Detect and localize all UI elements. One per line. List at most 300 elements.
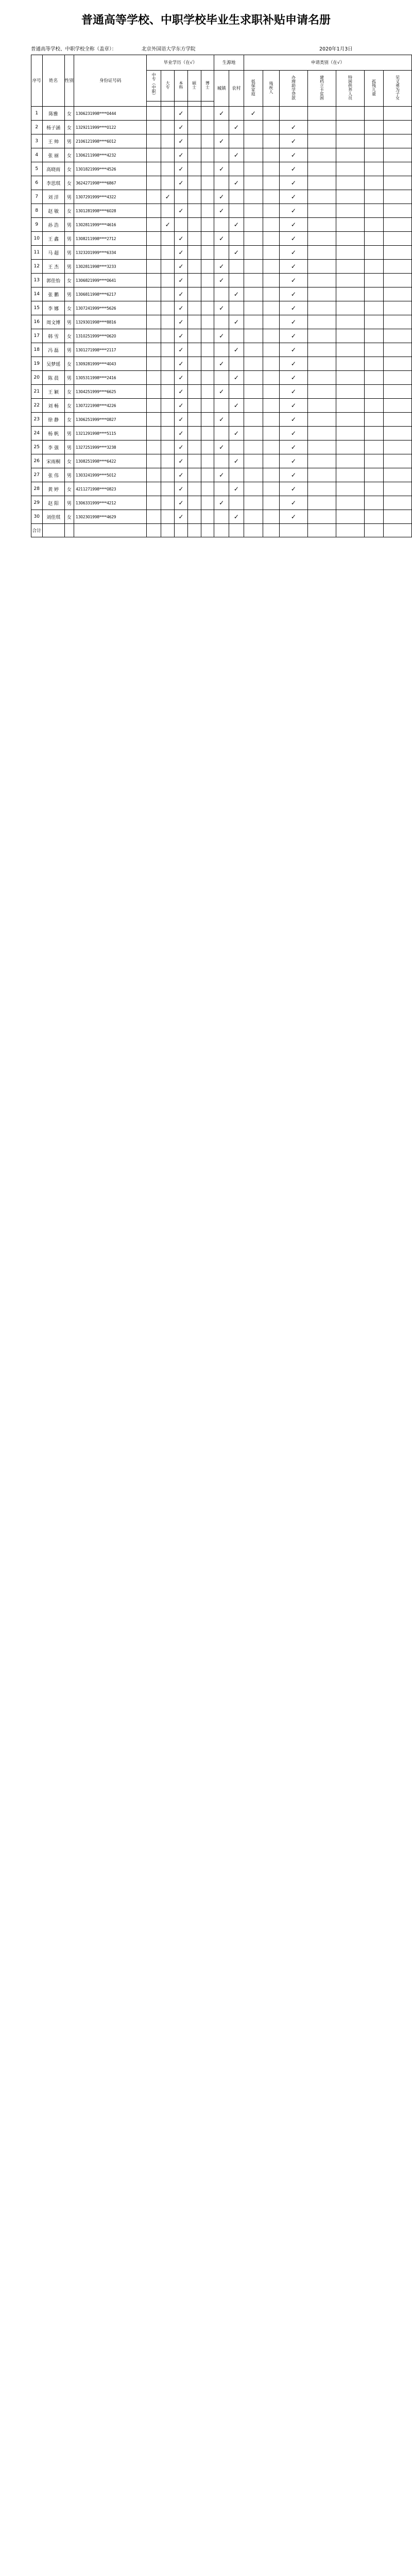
row-checkmark-cell <box>364 468 383 482</box>
row-checkmark-cell <box>161 510 175 524</box>
row-seq: 7 <box>31 190 43 204</box>
row-checkmark-cell <box>147 440 161 454</box>
row-checkmark-cell <box>244 218 263 232</box>
row-checkmark-cell <box>187 510 201 524</box>
row-checkmark-cell <box>187 496 201 510</box>
row-checkmark-cell: ✓ <box>229 246 244 260</box>
row-checkmark-cell <box>187 413 201 427</box>
row-seq: 10 <box>31 232 43 246</box>
row-checkmark-cell <box>336 107 364 121</box>
row-checkmark-cell <box>187 468 201 482</box>
row-checkmark-cell <box>229 134 244 148</box>
row-checkmark-cell <box>244 468 263 482</box>
row-checkmark-cell: ✓ <box>229 287 244 301</box>
header-cat-3: 建档立卡贫困 <box>307 71 336 107</box>
row-checkmark-cell <box>201 301 214 315</box>
row-seq: 29 <box>31 496 43 510</box>
row-checkmark-cell <box>336 440 364 454</box>
row-name: 李思琪 <box>42 176 64 190</box>
row-checkmark-cell <box>147 385 161 399</box>
row-checkmark-cell: ✓ <box>214 357 229 371</box>
row-checkmark-cell <box>307 218 336 232</box>
row-checkmark-cell <box>364 329 383 343</box>
row-checkmark-cell: ✓ <box>279 260 307 274</box>
row-seq: 27 <box>31 468 43 482</box>
row-checkmark-cell <box>364 218 383 232</box>
row-checkmark-cell <box>263 301 279 315</box>
row-gender: 男 <box>64 218 74 232</box>
row-checkmark-cell <box>214 315 229 329</box>
row-checkmark-cell <box>161 301 175 315</box>
row-checkmark-cell <box>244 148 263 162</box>
row-checkmark-cell <box>383 260 411 274</box>
row-name: 黄 婷 <box>42 482 64 496</box>
row-checkmark-cell <box>214 482 229 496</box>
row-checkmark-cell <box>161 260 175 274</box>
row-checkmark-cell <box>383 176 411 190</box>
row-checkmark-cell <box>336 232 364 246</box>
row-checkmark-cell <box>307 107 336 121</box>
row-checkmark-cell <box>187 176 201 190</box>
row-name: 宋雨桐 <box>42 454 64 468</box>
row-checkmark-cell: ✓ <box>175 399 188 413</box>
row-checkmark-cell: ✓ <box>214 190 229 204</box>
row-checkmark-cell: ✓ <box>279 287 307 301</box>
row-checkmark-cell <box>383 134 411 148</box>
row-checkmark-cell <box>263 148 279 162</box>
row-seq: 13 <box>31 274 43 287</box>
row-checkmark-cell <box>263 427 279 440</box>
row-checkmark-cell <box>201 232 214 246</box>
row-checkmark-cell: ✓ <box>175 440 188 454</box>
row-checkmark-cell <box>364 301 383 315</box>
header-hukou-1: 农村 <box>229 71 244 107</box>
row-idno: 1306211998****4232 <box>74 148 147 162</box>
row-checkmark-cell <box>307 274 336 287</box>
row-seq: 20 <box>31 371 43 385</box>
row-checkmark-cell <box>147 427 161 440</box>
row-checkmark-cell: ✓ <box>214 260 229 274</box>
row-checkmark-cell: ✓ <box>279 413 307 427</box>
row-seq: 24 <box>31 427 43 440</box>
row-gender: 男 <box>64 440 74 454</box>
row-checkmark-cell: ✓ <box>229 482 244 496</box>
table-row <box>31 218 412 232</box>
table-row <box>31 148 412 162</box>
row-gender: 女 <box>64 301 74 315</box>
row-checkmark-cell <box>307 399 336 413</box>
row-checkmark-cell <box>201 371 214 385</box>
row-checkmark-cell <box>147 329 161 343</box>
row-seq: 19 <box>31 357 43 371</box>
row-checkmark-cell <box>336 218 364 232</box>
table-row <box>31 427 412 440</box>
row-checkmark-cell <box>201 468 214 482</box>
row-idno: 1304251999****6625 <box>74 385 147 399</box>
row-checkmark-cell <box>161 385 175 399</box>
header-edu-spacer-0 <box>147 101 161 107</box>
row-checkmark-cell <box>147 246 161 260</box>
row-checkmark-cell: ✓ <box>279 176 307 190</box>
row-name: 赵 阳 <box>42 496 64 510</box>
row-checkmark-cell: ✓ <box>214 162 229 176</box>
row-name: 刘佳琪 <box>42 510 64 524</box>
row-checkmark-cell <box>161 246 175 260</box>
row-checkmark-cell <box>244 232 263 246</box>
row-idno: 1305311998****2416 <box>74 371 147 385</box>
row-idno: 1302301998****4629 <box>74 510 147 524</box>
row-checkmark-cell: ✓ <box>229 121 244 134</box>
row-checkmark-cell <box>364 121 383 134</box>
row-checkmark-cell <box>147 287 161 301</box>
row-gender: 男 <box>64 427 74 440</box>
table-row <box>31 176 412 190</box>
row-checkmark-cell <box>244 343 263 357</box>
row-name: 陈雅 <box>42 107 64 121</box>
row-checkmark-cell <box>187 357 201 371</box>
row-checkmark-cell <box>383 190 411 204</box>
row-checkmark-cell: ✓ <box>175 176 188 190</box>
row-checkmark-cell: ✓ <box>214 232 229 246</box>
row-checkmark-cell: ✓ <box>229 454 244 468</box>
table-row <box>31 482 412 496</box>
row-checkmark-cell <box>336 176 364 190</box>
row-checkmark-cell <box>336 357 364 371</box>
row-checkmark-cell: ✓ <box>279 301 307 315</box>
row-checkmark-cell: ✓ <box>279 218 307 232</box>
row-checkmark-cell <box>147 107 161 121</box>
row-checkmark-cell <box>161 176 175 190</box>
row-checkmark-cell <box>364 232 383 246</box>
row-checkmark-cell <box>336 468 364 482</box>
row-checkmark-cell <box>244 287 263 301</box>
row-checkmark-cell: ✓ <box>175 148 188 162</box>
row-checkmark-cell <box>244 399 263 413</box>
row-checkmark-cell <box>263 134 279 148</box>
header-edu-4: 博士 <box>201 71 214 101</box>
row-checkmark-cell <box>147 357 161 371</box>
row-checkmark-cell <box>336 413 364 427</box>
row-checkmark-cell <box>383 218 411 232</box>
row-name: 王 帅 <box>42 134 64 148</box>
row-seq: 5 <box>31 162 43 176</box>
row-checkmark-cell: ✓ <box>279 343 307 357</box>
header-cat-0: 低保家庭 <box>244 71 263 107</box>
header-edu-group: 毕业学历（在√） <box>147 55 214 71</box>
row-checkmark-cell <box>364 427 383 440</box>
row-idno: 3624271998****6867 <box>74 176 147 190</box>
row-checkmark-cell <box>187 482 201 496</box>
row-checkmark-cell: ✓ <box>279 162 307 176</box>
row-name: 张 鹏 <box>42 287 64 301</box>
row-name: 冯 磊 <box>42 343 64 357</box>
row-checkmark-cell: ✓ <box>175 287 188 301</box>
row-checkmark-cell <box>161 315 175 329</box>
row-checkmark-cell <box>307 148 336 162</box>
table-row <box>31 246 412 260</box>
row-checkmark-cell <box>383 385 411 399</box>
row-checkmark-cell <box>336 274 364 287</box>
row-checkmark-cell: ✓ <box>279 357 307 371</box>
row-idno: 1306251999****0827 <box>74 413 147 427</box>
row-name: 杨子涵 <box>42 121 64 134</box>
row-checkmark-cell <box>307 162 336 176</box>
row-checkmark-cell <box>244 134 263 148</box>
row-checkmark-cell <box>147 232 161 246</box>
row-gender: 男 <box>64 134 74 148</box>
row-seq: 2 <box>31 121 43 134</box>
row-checkmark-cell <box>336 454 364 468</box>
row-checkmark-cell <box>244 246 263 260</box>
row-checkmark-cell <box>383 246 411 260</box>
row-checkmark-cell: ✓ <box>175 329 188 343</box>
row-checkmark-cell <box>161 107 175 121</box>
row-seq: 14 <box>31 287 43 301</box>
header-cat-2: 办理助学贷款 <box>279 71 307 107</box>
row-checkmark-cell <box>161 121 175 134</box>
meta-row <box>31 43 412 54</box>
row-checkmark-cell: ✓ <box>279 204 307 218</box>
row-checkmark-cell <box>263 107 279 121</box>
row-checkmark-cell <box>187 107 201 121</box>
row-checkmark-cell <box>161 454 175 468</box>
row-checkmark-cell: ✓ <box>229 510 244 524</box>
row-gender: 男 <box>64 315 74 329</box>
row-checkmark-cell <box>336 385 364 399</box>
row-checkmark-cell <box>383 440 411 454</box>
row-checkmark-cell <box>263 204 279 218</box>
row-checkmark-cell <box>263 357 279 371</box>
row-checkmark-cell <box>336 329 364 343</box>
table-row <box>31 260 412 274</box>
header-edu-spacer-2 <box>175 101 188 107</box>
row-checkmark-cell <box>147 496 161 510</box>
row-checkmark-cell <box>187 204 201 218</box>
row-checkmark-cell: ✓ <box>229 176 244 190</box>
row-checkmark-cell <box>229 329 244 343</box>
row-idno: 1306231998****0444 <box>74 107 147 121</box>
table-row <box>31 190 412 204</box>
row-gender: 男 <box>64 260 74 274</box>
row-seq: 26 <box>31 454 43 468</box>
row-checkmark-cell <box>187 134 201 148</box>
row-gender: 女 <box>64 357 74 371</box>
row-checkmark-cell: ✓ <box>229 315 244 329</box>
row-checkmark-cell: ✓ <box>279 482 307 496</box>
row-gender: 女 <box>64 204 74 218</box>
row-checkmark-cell <box>364 510 383 524</box>
row-checkmark-cell <box>307 315 336 329</box>
row-gender: 男 <box>64 287 74 301</box>
row-checkmark-cell <box>279 107 307 121</box>
row-checkmark-cell <box>263 385 279 399</box>
row-checkmark-cell <box>383 413 411 427</box>
row-checkmark-cell <box>214 176 229 190</box>
row-checkmark-cell <box>187 427 201 440</box>
row-checkmark-cell: ✓ <box>229 371 244 385</box>
row-checkmark-cell: ✓ <box>214 468 229 482</box>
row-checkmark-cell <box>307 510 336 524</box>
row-seq: 9 <box>31 218 43 232</box>
row-checkmark-cell: ✓ <box>279 385 307 399</box>
row-checkmark-cell <box>147 413 161 427</box>
row-seq: 21 <box>31 385 43 399</box>
row-checkmark-cell <box>201 496 214 510</box>
row-checkmark-cell: ✓ <box>214 496 229 510</box>
row-checkmark-cell: ✓ <box>175 343 188 357</box>
table-row <box>31 287 412 301</box>
row-checkmark-cell <box>244 371 263 385</box>
row-checkmark-cell <box>201 204 214 218</box>
row-idno: 1302811998****3233 <box>74 260 147 274</box>
row-checkmark-cell <box>229 190 244 204</box>
row-gender: 女 <box>64 454 74 468</box>
table-row <box>31 343 412 357</box>
row-checkmark-cell <box>364 343 383 357</box>
table-row <box>31 413 412 427</box>
row-checkmark-cell <box>201 190 214 204</box>
row-checkmark-cell <box>383 274 411 287</box>
row-checkmark-cell <box>214 371 229 385</box>
row-checkmark-cell <box>364 162 383 176</box>
header-hukou-0: 城镇 <box>214 71 229 107</box>
row-checkmark-cell <box>364 482 383 496</box>
row-checkmark-cell <box>336 121 364 134</box>
row-checkmark-cell: ✓ <box>175 274 188 287</box>
row-gender: 男 <box>64 343 74 357</box>
row-checkmark-cell <box>364 107 383 121</box>
row-checkmark-cell <box>364 148 383 162</box>
row-checkmark-cell <box>201 121 214 134</box>
row-checkmark-cell <box>364 413 383 427</box>
row-checkmark-cell <box>263 454 279 468</box>
row-checkmark-cell: ✓ <box>175 107 188 121</box>
row-checkmark-cell <box>383 301 411 315</box>
table-row <box>31 204 412 218</box>
row-gender: 女 <box>64 385 74 399</box>
row-checkmark-cell <box>201 343 214 357</box>
row-idno: 1308251998****6422 <box>74 454 147 468</box>
row-checkmark-cell <box>336 246 364 260</box>
row-name: 郭佳怡 <box>42 274 64 287</box>
table-row <box>31 468 412 482</box>
row-name: 陈 晨 <box>42 371 64 385</box>
row-checkmark-cell: ✓ <box>279 496 307 510</box>
row-checkmark-cell: ✓ <box>175 482 188 496</box>
row-gender: 女 <box>64 399 74 413</box>
row-checkmark-cell <box>161 482 175 496</box>
row-checkmark-cell: ✓ <box>161 218 175 232</box>
row-checkmark-cell <box>364 176 383 190</box>
row-name: 王 杰 <box>42 260 64 274</box>
row-checkmark-cell <box>336 371 364 385</box>
header-seq: 序号 <box>31 55 43 107</box>
row-checkmark-cell <box>383 148 411 162</box>
row-seq: 16 <box>31 315 43 329</box>
row-idno: 1321291998****5115 <box>74 427 147 440</box>
row-checkmark-cell <box>201 246 214 260</box>
row-idno: 1301821999****4526 <box>74 162 147 176</box>
header-idno: 身份证号码 <box>74 55 147 107</box>
row-checkmark-cell: ✓ <box>175 357 188 371</box>
row-checkmark-cell <box>201 162 214 176</box>
row-checkmark-cell <box>147 371 161 385</box>
row-checkmark-cell <box>336 190 364 204</box>
row-checkmark-cell <box>187 190 201 204</box>
row-checkmark-cell <box>336 301 364 315</box>
row-idno: 1309281999****4043 <box>74 357 147 371</box>
row-seq: 11 <box>31 246 43 260</box>
row-name: 李 娜 <box>42 301 64 315</box>
row-idno: 1301281998****6028 <box>74 204 147 218</box>
row-gender: 女 <box>64 510 74 524</box>
row-checkmark-cell: ✓ <box>214 204 229 218</box>
row-checkmark-cell: ✓ <box>279 134 307 148</box>
row-checkmark-cell <box>364 357 383 371</box>
row-checkmark-cell <box>244 496 263 510</box>
row-checkmark-cell <box>263 343 279 357</box>
row-checkmark-cell: ✓ <box>175 204 188 218</box>
row-checkmark-cell <box>383 399 411 413</box>
row-checkmark-cell <box>364 385 383 399</box>
row-idno: 1329211999****0122 <box>74 121 147 134</box>
row-seq: 18 <box>31 343 43 357</box>
row-checkmark-cell <box>147 482 161 496</box>
total-label: 合计 <box>31 524 43 537</box>
row-checkmark-cell <box>187 385 201 399</box>
row-checkmark-cell <box>364 496 383 510</box>
row-gender: 女 <box>64 176 74 190</box>
row-checkmark-cell: ✓ <box>175 315 188 329</box>
row-checkmark-cell <box>263 440 279 454</box>
header-edu-spacer-3 <box>187 101 201 107</box>
row-checkmark-cell <box>263 162 279 176</box>
row-checkmark-cell <box>229 260 244 274</box>
row-checkmark-cell <box>383 454 411 468</box>
row-checkmark-cell: ✓ <box>279 121 307 134</box>
row-name: 张 伟 <box>42 468 64 482</box>
row-checkmark-cell <box>161 343 175 357</box>
row-checkmark-cell <box>229 468 244 482</box>
row-checkmark-cell <box>147 176 161 190</box>
row-checkmark-cell <box>244 454 263 468</box>
row-checkmark-cell: ✓ <box>175 301 188 315</box>
header-name: 姓名 <box>42 55 64 107</box>
row-checkmark-cell <box>336 496 364 510</box>
row-checkmark-cell <box>336 482 364 496</box>
row-gender: 女 <box>64 121 74 134</box>
row-checkmark-cell <box>307 385 336 399</box>
row-checkmark-cell <box>201 315 214 329</box>
row-seq: 17 <box>31 329 43 343</box>
row-checkmark-cell: ✓ <box>175 134 188 148</box>
row-checkmark-cell <box>364 260 383 274</box>
row-idno: 1306811998****6217 <box>74 287 147 301</box>
row-checkmark-cell: ✓ <box>214 107 229 121</box>
row-name: 马 超 <box>42 246 64 260</box>
row-checkmark-cell <box>201 510 214 524</box>
row-idno: 1303241999****5012 <box>74 468 147 482</box>
row-checkmark-cell <box>214 218 229 232</box>
row-checkmark-cell <box>364 287 383 301</box>
row-checkmark-cell <box>187 260 201 274</box>
row-gender: 女 <box>64 107 74 121</box>
row-checkmark-cell <box>263 260 279 274</box>
row-checkmark-cell <box>263 482 279 496</box>
header-cat-1: 残疾人 <box>263 71 279 107</box>
row-checkmark-cell: ✓ <box>214 134 229 148</box>
row-checkmark-cell: ✓ <box>214 274 229 287</box>
